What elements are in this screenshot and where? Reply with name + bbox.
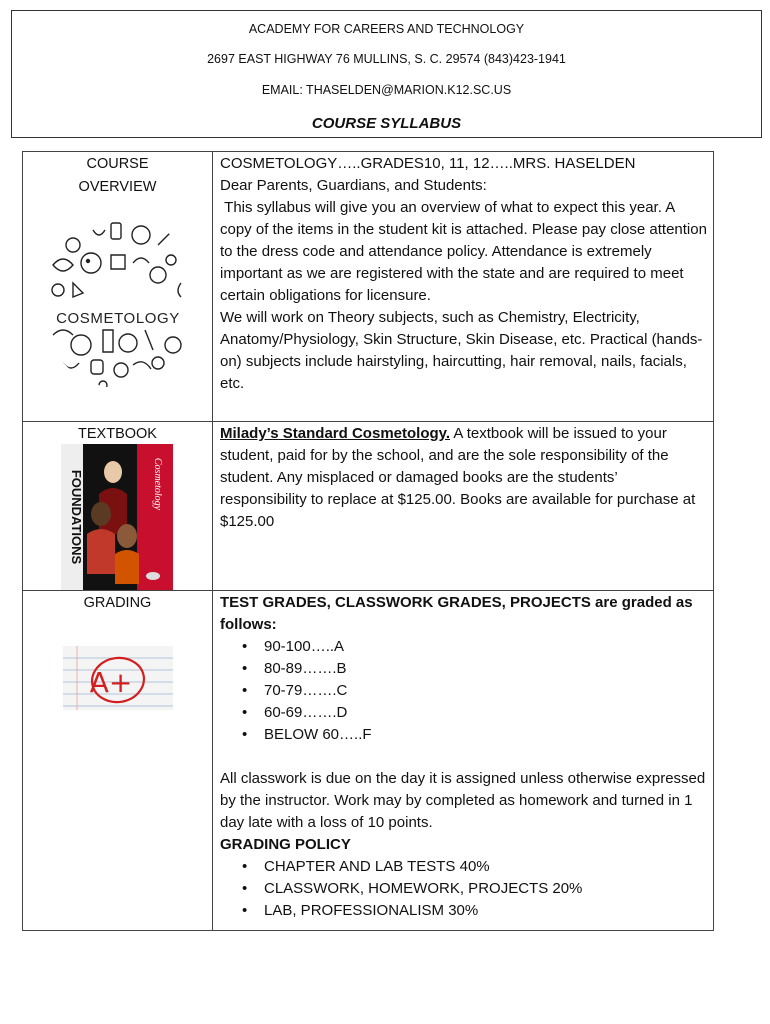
textbook-label: TEXTBOOK — [78, 426, 157, 442]
grading-row — [23, 591, 714, 931]
grading-label-cell — [23, 591, 213, 931]
cover-spine-text: FOUNDATIONS — [69, 469, 84, 565]
syllabus-table — [22, 151, 714, 931]
textbook-label-cell — [23, 422, 213, 591]
school-email: EMAIL: THASELDEN@MARION.K12.SC.US — [261, 83, 512, 97]
grade-mark-text: A+ — [89, 666, 132, 699]
grade-a-plus-image — [63, 646, 173, 710]
overview-paragraph-2: We will work on Theory subjects, such as Chemistry, Electricity, Anatomy/Physiology, Skin Structure, Skin Disease, etc. Practical (hands-on) subjects include hairstyling, haircutting, hair removal, nails, facials, etc. — [220, 309, 703, 392]
cosmetology-illustration — [33, 205, 203, 395]
textbook-cover-image — [61, 444, 173, 590]
overview-label-cell — [23, 152, 213, 422]
policy-item: • CHAPTER AND LAB TESTS 40% — [264, 856, 707, 878]
overview-paragraph-1: This syllabus will give you an overview of what to expect this year. A copy of the items in the student kit is attached. Please pay close attention to the dress code and attendance policy. Attendance is extremely important as we are registered with the state and are required to meet certain obligations for licensure. — [220, 199, 712, 304]
grade-scale-item: • 80-89…….B — [264, 658, 707, 680]
textbook-row — [23, 422, 714, 591]
grade-scale-item: • BELOW 60…..F — [264, 724, 707, 746]
cover-title-text: Cosmetology — [152, 457, 163, 511]
textbook-title: Milady’s Standard Cosmetology. — [220, 425, 451, 442]
textbook-content-cell — [213, 422, 714, 591]
spacer — [220, 746, 707, 768]
grade-scale-item: • 60-69…….D — [264, 702, 707, 724]
overview-label-line1: COURSE — [86, 156, 149, 172]
grade-scale-item: • 90-100…..A — [264, 636, 707, 658]
greeting: Dear Parents, Guardians, and Students: — [220, 177, 487, 194]
overview-content-cell — [213, 152, 714, 422]
grading-label: GRADING — [83, 595, 152, 611]
textbook-description: A textbook will be issued to your student, paid for by the school, and are the sole responsibility of the student. Any misplaced or damaged books are the students’ responsibility to replace at $125.00. Books are available for purchase at $125.00 — [220, 425, 700, 530]
policy-item: • CLASSWORK, HOMEWORK, PROJECTS 20% — [264, 878, 707, 900]
school-header — [11, 10, 762, 138]
school-address: 2697 EAST HIGHWAY 76 MULLINS, S. C. 29574 (843)423-1941 — [207, 52, 566, 66]
course-heading: COSMETOLOGY…..GRADES10, 11, 12…..MRS. HASELDEN — [220, 155, 636, 172]
classwork-note: All classwork is due on the day it is assigned unless otherwise expressed by the instructor. Work may by completed as homework and turned in 1 day late with a loss of 10 points. — [220, 770, 706, 831]
grade-scale-item: • 70-79…….C — [264, 680, 707, 702]
textbook-paragraph — [220, 423, 707, 533]
document-title: COURSE SYLLABUS — [311, 115, 462, 132]
grading-policy-list — [220, 856, 707, 922]
grade-scale-list — [220, 636, 707, 746]
grading-content-cell — [213, 591, 714, 931]
policy-item: • LAB, PROFESSIONALISM 30% — [264, 900, 707, 922]
grading-policy-heading: GRADING POLICY — [220, 836, 351, 853]
grading-intro: TEST GRADES, CLASSWORK GRADES, PROJECTS are graded as follows: — [220, 594, 693, 633]
cosmetology-illustration-label: COSMETOLOGY — [55, 310, 180, 327]
school-name: ACADEMY FOR CAREERS AND TECHNOLOGY — [248, 22, 525, 36]
overview-row — [23, 152, 714, 422]
overview-label-line2: OVERVIEW — [78, 179, 157, 195]
